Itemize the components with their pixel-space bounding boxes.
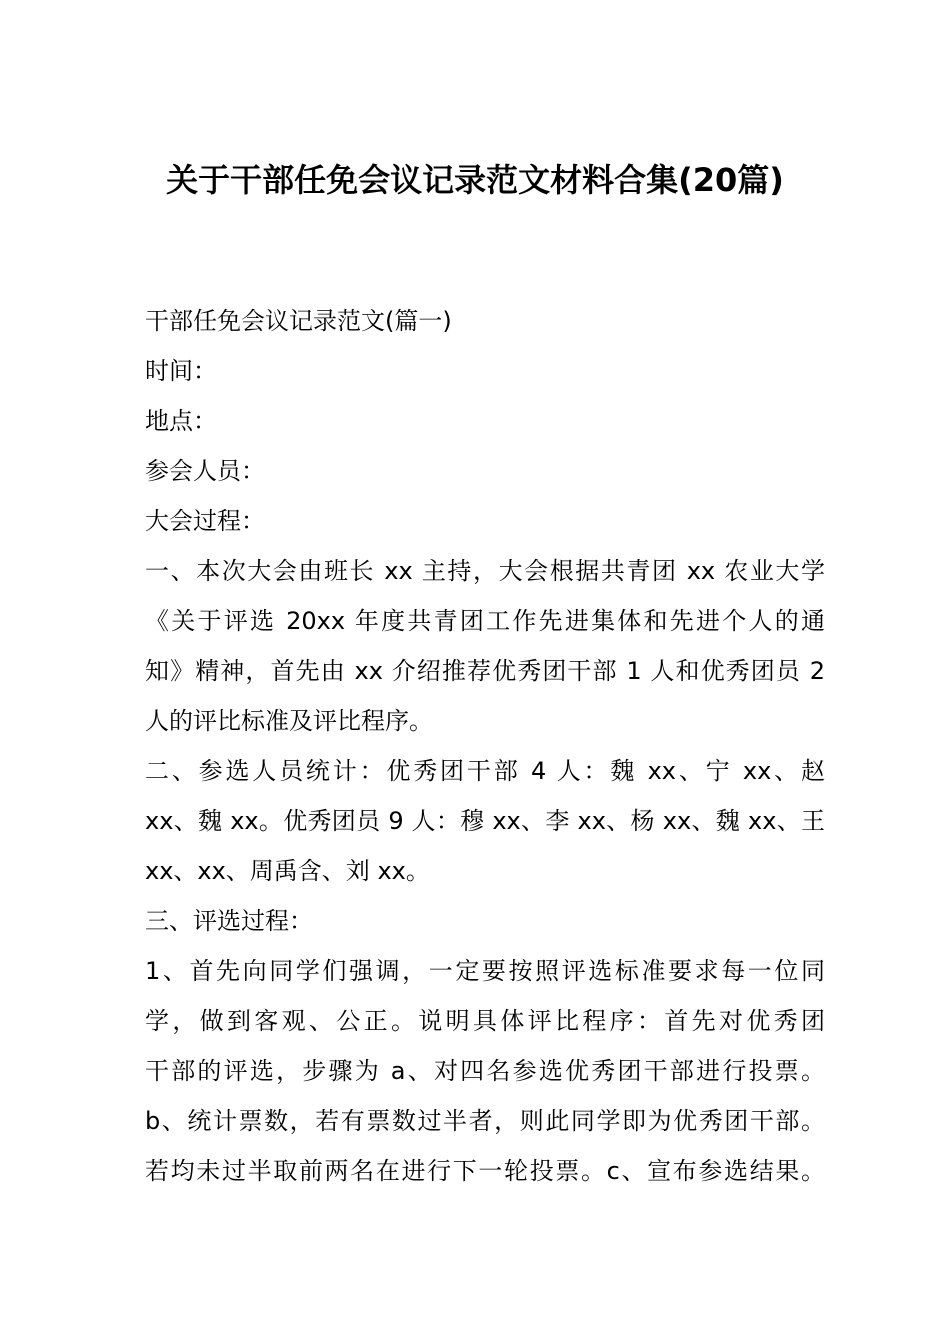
paragraph-line: 1、首先向同学们强调，一定要按照评选标准要求每一位同 <box>145 957 825 985</box>
attendees-label: 参会人员： <box>145 457 265 485</box>
paragraph-line: 人的评比标准及评比程序。 <box>145 707 433 735</box>
document-body <box>145 296 825 1196</box>
document-title: 关于干部任免会议记录范文材料合集(20篇) <box>166 161 784 199</box>
paragraph-line: b、统计票数，若有票数过半者，则此同学即为优秀团干部。 <box>145 1107 825 1135</box>
paragraph-line: 三、评选过程： <box>145 907 313 935</box>
paragraph-line: 二、参选人员统计：优秀团干部 4 人：魏 xx、宁 xx、赵 <box>145 757 825 785</box>
paragraph-line: xx、魏 xx。优秀团员 9 人：穆 xx、李 xx、杨 xx、魏 xx、王 <box>145 807 825 835</box>
paragraph-line: 《关于评选 20xx 年度共青团工作先进集体和先进个人的通 <box>145 607 825 635</box>
paragraph-line: 学，做到客观、公正。说明具体评比程序：首先对优秀团 <box>145 1007 825 1035</box>
paragraph-line: 干部的评选，步骤为 a、对四名参选优秀团干部进行投票。 <box>145 1057 825 1085</box>
meeting-time-label: 时间： <box>145 357 217 385</box>
paragraph-line: 知》精神，首先由 xx 介绍推荐优秀团干部 1 人和优秀团员 2 <box>145 657 825 685</box>
paragraph-line: 一、本次大会由班长 xx 主持，大会根据共青团 xx 农业大学 <box>145 557 825 585</box>
meeting-place-label: 地点： <box>145 407 217 435</box>
section-heading: 干部任免会议记录范文(篇一) <box>145 307 452 335</box>
meeting-process-label: 大会过程： <box>145 507 265 535</box>
paragraph-line: 若均未过半取前两名在进行下一轮投票。c、宣布参选结果。 <box>145 1157 825 1185</box>
paragraph-line: xx、xx、周禹含、刘 xx。 <box>145 857 430 885</box>
